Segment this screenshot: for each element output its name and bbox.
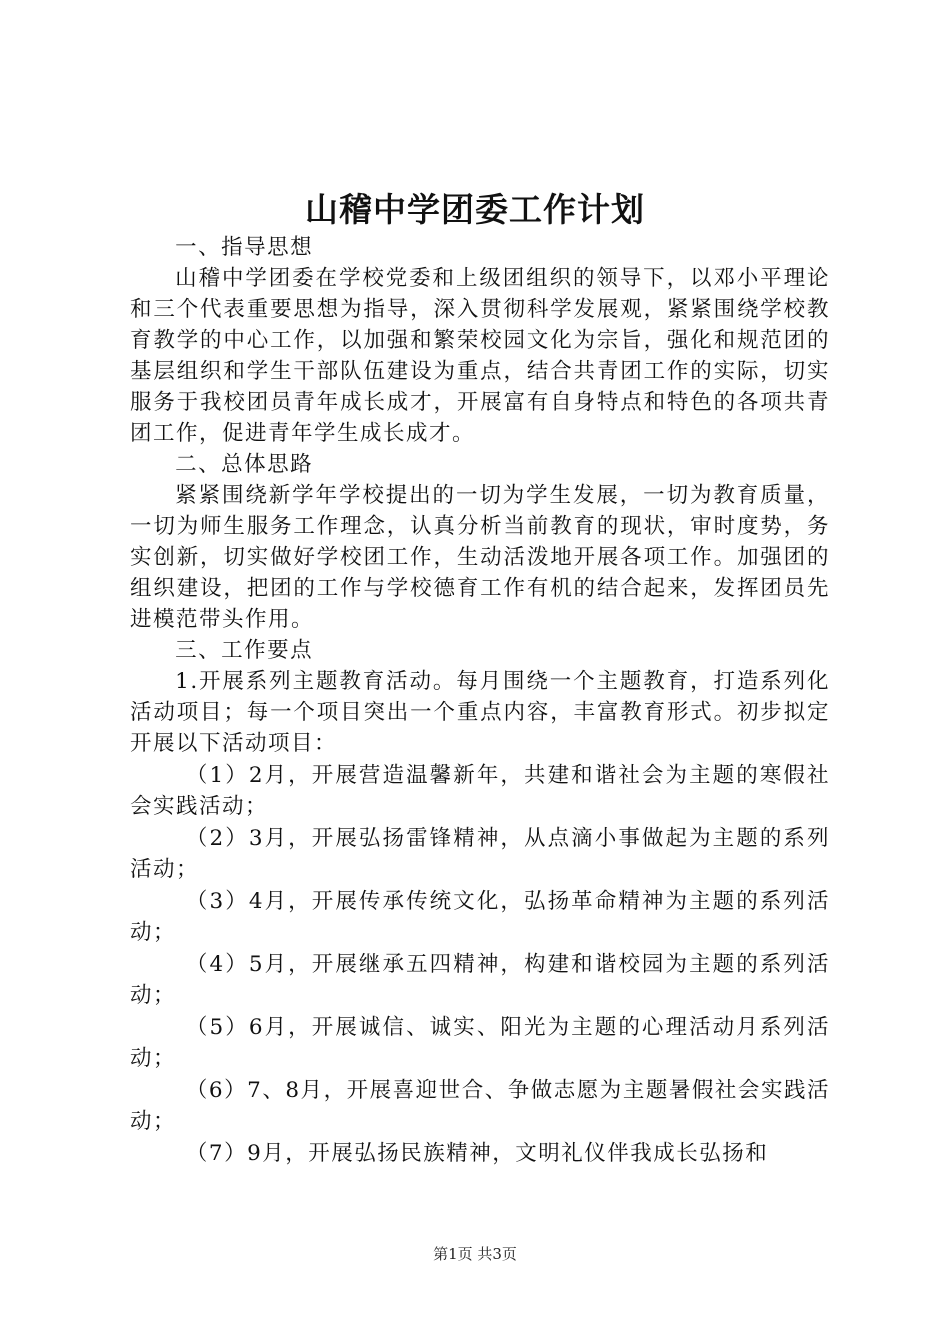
section-heading: 二、总体思路 (175, 452, 314, 477)
section-heading: 一、指导思想 (175, 235, 314, 260)
document-title: 山稽中学团委工作计划 (305, 190, 645, 229)
page-number-footer: 第1页 共3页 (433, 1245, 517, 1263)
paragraph: 1.开展系列主题教育活动。每月围绕一个主题教育，打造系列化活动项目；每一个项目突出一个重点内容，丰富教育形式。初步拟定开展以下活动项目： (130, 669, 830, 756)
section-heading: 三、工作要点 (175, 638, 314, 663)
list-item: （7）9月，开展弘扬民族精神，文明礼仪伴我成长弘扬和 (185, 1141, 769, 1166)
paragraph: 紧紧围绕新学年学校提出的一切为学生发展，一切为教育质量，一切为师生服务工作理念，认真分析当前教育的现状，审时度势，务实创新，切实做好学校团工作，生动活泼地开展各项工作。加强团的组织建设，把团的工作与学校德育工作有机的结合起来，发挥团员先进模范带头作用。 (130, 483, 830, 632)
document-body (130, 232, 830, 1169)
paragraph: 山稽中学团委在学校党委和上级团组织的领导下，以邓小平理论和三个代表重要思想为指导，深入贯彻科学发展观，紧紧围绕学校教育教学的中心工作，以加强和繁荣校园文化为宗旨，强化和规范团的基层组织和学生干部队伍建设为重点，结合共青团工作的实际，切实服务于我校团员青年成长成才，开展富有自身特点和特色的各项共青团工作，促进青年学生成长成才。 (130, 266, 830, 446)
list-item: （5）6月，开展诚信、诚实、阳光为主题的心理活动月系列活动； (130, 1015, 830, 1071)
list-item: （4）5月，开展继承五四精神，构建和谐校园为主题的系列活动； (130, 952, 830, 1008)
list-item: （2）3月，开展弘扬雷锋精神，从点滴小事做起为主题的系列活动； (130, 826, 830, 882)
list-item: （1）2月，开展营造温馨新年，共建和谐社会为主题的寒假社会实践活动； (130, 763, 830, 819)
list-item: （3）4月，开展传承传统文化，弘扬革命精神为主题的系列活动； (130, 889, 830, 945)
list-item: （6）7、8月，开展喜迎世合、争做志愿为主题暑假社会实践活动； (130, 1078, 830, 1134)
